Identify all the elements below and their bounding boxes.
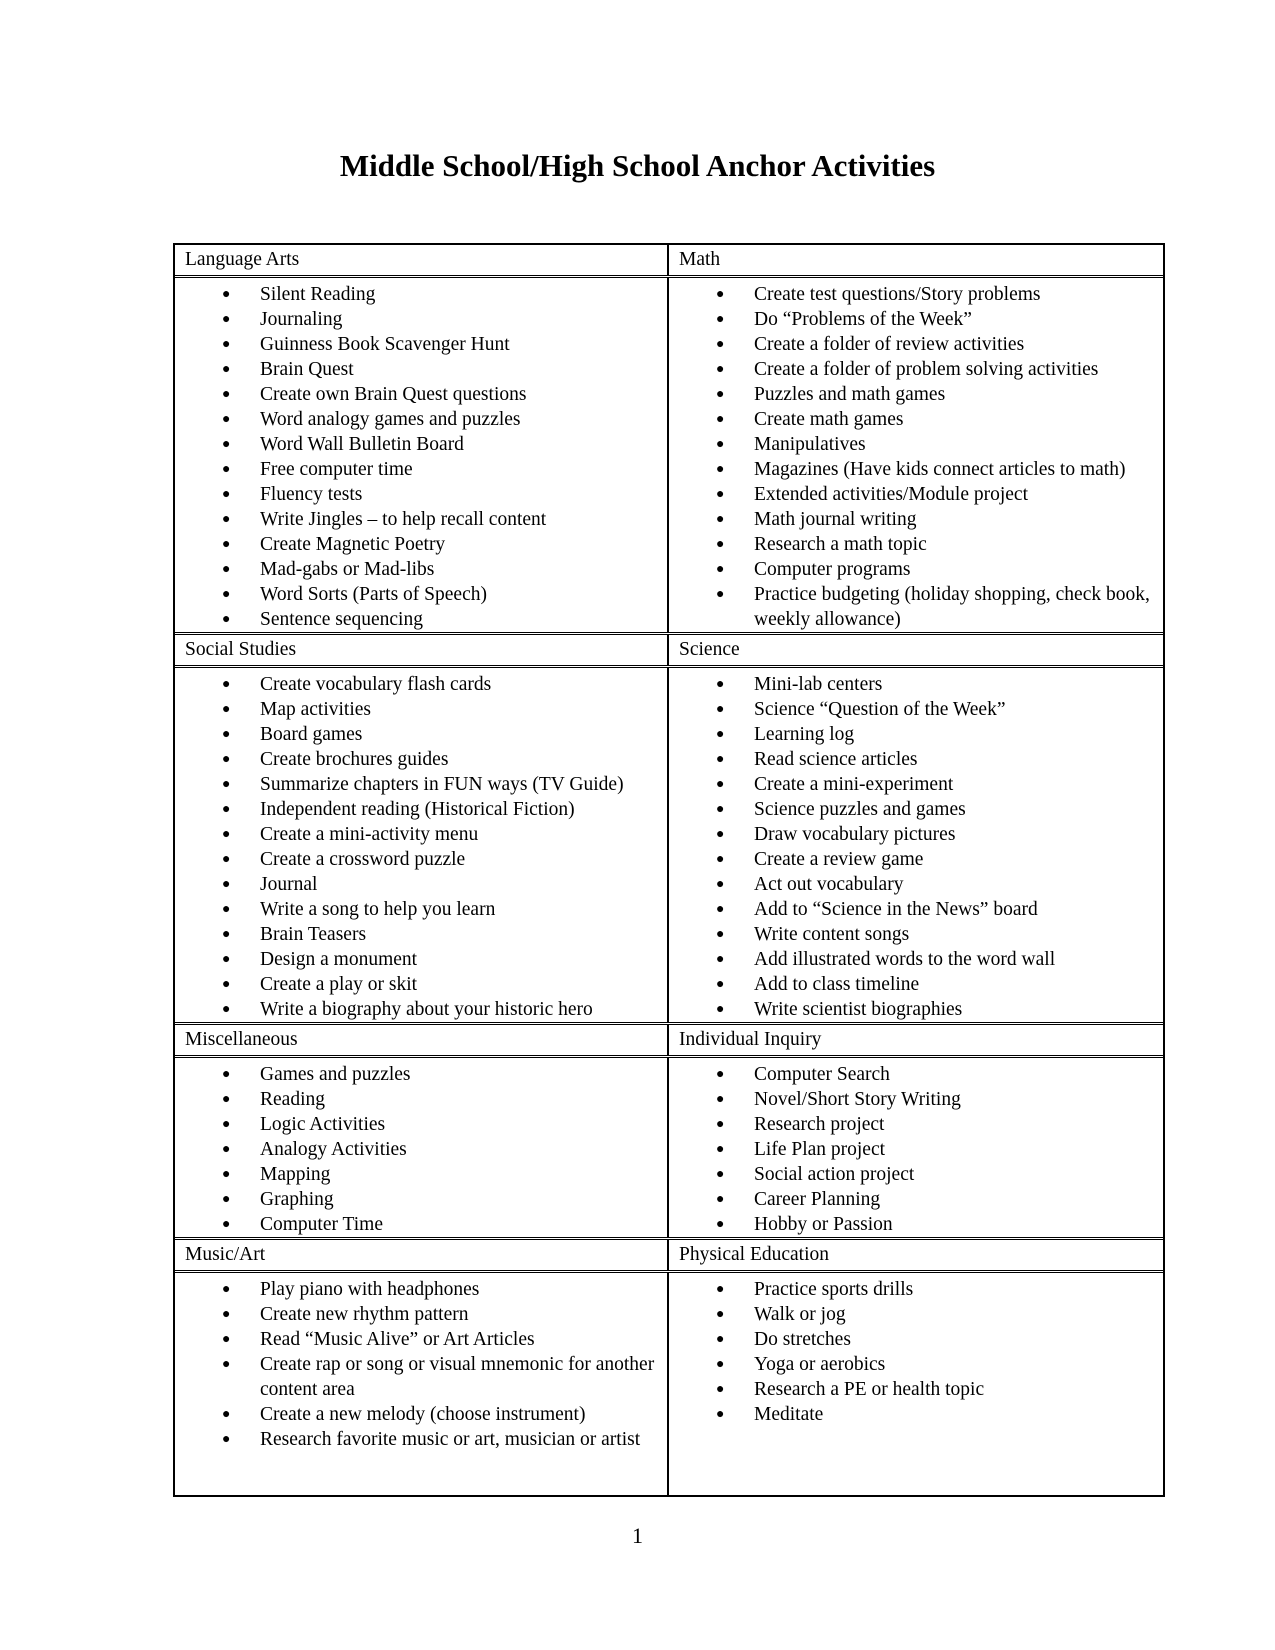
list-item-text: Practice budgeting (holiday shopping, check book, weekly allowance) [754, 584, 1150, 630]
bullet-icon: ● [716, 1192, 725, 1207]
list-item [669, 432, 1153, 457]
list-item [175, 457, 657, 482]
list-item [669, 582, 1153, 632]
list-item [669, 307, 1153, 332]
list-item [669, 1302, 1153, 1327]
bullet-icon: ● [222, 777, 231, 792]
list-item [669, 1402, 1153, 1427]
bullet-icon: ● [222, 677, 231, 692]
activity-list [669, 672, 1153, 1022]
list-item-text: Create rap or song or visual mnemonic for another content area [260, 1354, 655, 1400]
list-item [175, 722, 657, 747]
bullet-icon: ● [716, 1357, 725, 1372]
section-list-science [669, 668, 1163, 1022]
list-item [175, 332, 657, 357]
list-item-text: Act out vocabulary [754, 874, 904, 895]
list-item-text: Computer Search [754, 1064, 890, 1085]
list-item-text: Create a mini-activity menu [260, 824, 479, 845]
bullet-icon: ● [716, 537, 725, 552]
list-item [175, 532, 657, 557]
list-item [669, 1352, 1153, 1377]
list-item-text: Brain Teasers [260, 924, 367, 945]
bullet-icon: ● [222, 827, 231, 842]
list-item [175, 357, 657, 382]
list-item-text: Social action project [754, 1164, 915, 1185]
bullet-icon: ● [716, 1332, 725, 1347]
list-item [175, 482, 657, 507]
list-item [669, 1137, 1153, 1162]
bullet-icon: ● [716, 512, 725, 527]
list-item-text: Journaling [260, 309, 343, 330]
list-item-text: Puzzles and math games [754, 384, 946, 405]
list-item [669, 797, 1153, 822]
list-item-text: Computer Time [260, 1214, 383, 1235]
bullet-icon: ● [716, 802, 725, 817]
list-item [175, 582, 657, 607]
list-item-text: Magazines (Have kids connect articles to math) [754, 459, 1126, 480]
bullet-icon: ● [222, 927, 231, 942]
bullet-icon: ● [716, 1407, 725, 1422]
list-item [175, 1212, 657, 1237]
bullet-icon: ● [716, 1117, 725, 1132]
list-item [669, 1187, 1153, 1212]
list-item [669, 482, 1153, 507]
bullet-icon: ● [716, 562, 725, 577]
list-item [669, 407, 1153, 432]
bullet-icon: ● [222, 1092, 231, 1107]
bullet-icon: ● [716, 677, 725, 692]
section-heading-science: Science [679, 639, 740, 660]
list-item-text: Learning log [754, 724, 855, 745]
list-item [669, 822, 1153, 847]
list-item-text: Word Wall Bulletin Board [260, 434, 464, 455]
bullet-icon: ● [222, 1407, 231, 1422]
list-item [669, 1212, 1153, 1237]
list-item [669, 332, 1153, 357]
list-item-text: Hobby or Passion [754, 1214, 893, 1235]
list-item [175, 407, 657, 432]
bullet-icon: ● [716, 1142, 725, 1157]
list-item-text: Walk or jog [754, 1304, 846, 1325]
list-item-text: Fluency tests [260, 484, 363, 505]
list-item [669, 1277, 1153, 1302]
list-item-text: Add to class timeline [754, 974, 920, 995]
list-item-text: Mapping [260, 1164, 331, 1185]
list-item [175, 1137, 657, 1162]
list-item [175, 747, 657, 772]
list-item [175, 1187, 657, 1212]
list-item [175, 1162, 657, 1187]
section-header-row [175, 245, 1163, 278]
list-item-text: Mini-lab centers [754, 674, 883, 695]
list-item [175, 1302, 657, 1327]
list-item [669, 872, 1153, 897]
bullet-icon: ● [222, 752, 231, 767]
bullet-icon: ● [222, 487, 231, 502]
bullet-icon: ● [222, 702, 231, 717]
list-item [175, 897, 657, 922]
bullet-icon: ● [716, 462, 725, 477]
list-item [669, 947, 1153, 972]
bullet-icon: ● [716, 1382, 725, 1397]
list-item-text: Computer programs [754, 559, 911, 580]
list-item [669, 557, 1153, 582]
bullet-icon: ● [716, 362, 725, 377]
list-item-text: Create a play or skit [260, 974, 418, 995]
bullet-icon: ● [716, 952, 725, 967]
list-item-text: Brain Quest [260, 359, 354, 380]
list-item [669, 382, 1153, 407]
list-item [669, 507, 1153, 532]
list-item-text: Create own Brain Quest questions [260, 384, 527, 405]
list-item-text: Create test questions/Story problems [754, 284, 1041, 305]
list-item [669, 972, 1153, 997]
bullet-icon: ● [716, 727, 725, 742]
list-item-text: Manipulatives [754, 434, 866, 455]
list-item [175, 872, 657, 897]
list-item [175, 382, 657, 407]
list-item-text: Independent reading (Historical Fiction) [260, 799, 575, 820]
bullet-icon: ● [222, 562, 231, 577]
list-item-text: Do “Problems of the Week” [754, 309, 972, 330]
list-item [175, 1277, 657, 1302]
bullet-icon: ● [222, 1307, 231, 1322]
section-body-row [175, 668, 1163, 1025]
list-item-text: Yoga or aerobics [754, 1354, 886, 1375]
list-item [175, 1427, 657, 1452]
section-heading-physical-education: Physical Education [679, 1244, 830, 1265]
section-heading-individual-inquiry: Individual Inquiry [679, 1029, 822, 1050]
list-item-text: Summarize chapters in FUN ways (TV Guide) [260, 774, 624, 795]
bullet-icon: ● [222, 902, 231, 917]
activity-list [175, 1062, 657, 1237]
list-item [175, 1402, 657, 1427]
list-item-text: Silent Reading [260, 284, 376, 305]
list-item-text: Extended activities/Module project [754, 484, 1028, 505]
bullet-icon: ● [222, 1067, 231, 1082]
bullet-icon: ● [716, 337, 725, 352]
list-item [175, 972, 657, 997]
bullet-icon: ● [716, 587, 725, 602]
list-item [669, 922, 1153, 947]
bullet-icon: ● [716, 312, 725, 327]
list-item-text: Research project [754, 1114, 885, 1135]
section-list-math [669, 278, 1163, 632]
bullet-icon: ● [716, 387, 725, 402]
list-item-text: Life Plan project [754, 1139, 886, 1160]
bullet-icon: ● [222, 537, 231, 552]
activity-list [669, 1062, 1153, 1237]
list-item-text: Reading [260, 1089, 325, 1110]
bullet-icon: ● [222, 802, 231, 817]
list-item [669, 457, 1153, 482]
bullet-icon: ● [716, 1217, 725, 1232]
bullet-icon: ● [222, 512, 231, 527]
bullet-icon: ● [716, 852, 725, 867]
list-item-text: Draw vocabulary pictures [754, 824, 956, 845]
list-item-text: Meditate [754, 1404, 824, 1425]
bullet-icon: ● [716, 902, 725, 917]
list-item [669, 897, 1153, 922]
list-item [175, 1327, 657, 1352]
list-item [175, 557, 657, 582]
list-item [669, 997, 1153, 1022]
list-item-text: Research a PE or health topic [754, 1379, 985, 1400]
list-item-text: Logic Activities [260, 1114, 386, 1135]
list-item-text: Create a folder of review activities [754, 334, 1025, 355]
list-item [175, 307, 657, 332]
bullet-icon: ● [716, 1002, 725, 1017]
bullet-icon: ● [716, 702, 725, 717]
list-item [669, 772, 1153, 797]
section-list-physical-education [669, 1273, 1163, 1495]
bullet-icon: ● [222, 1357, 231, 1372]
section-list-individual-inquiry [669, 1058, 1163, 1237]
activity-list [175, 1277, 657, 1452]
bullet-icon: ● [716, 777, 725, 792]
bullet-icon: ● [716, 437, 725, 452]
section-list-language-arts [175, 278, 669, 632]
list-item-text: Create vocabulary flash cards [260, 674, 492, 695]
list-item [175, 997, 657, 1022]
list-item [669, 1087, 1153, 1112]
list-item-text: Analogy Activities [260, 1139, 407, 1160]
bullet-icon: ● [222, 1217, 231, 1232]
list-item [669, 532, 1153, 557]
list-item [669, 722, 1153, 747]
list-item-text: Create a new melody (choose instrument) [260, 1404, 586, 1425]
list-item-text: Mad-gabs or Mad-libs [260, 559, 435, 580]
section-heading-social-studies: Social Studies [175, 635, 669, 665]
list-item [175, 922, 657, 947]
section-body-row [175, 278, 1163, 635]
activity-list [669, 1277, 1153, 1427]
list-item-text: Create a folder of problem solving activities [754, 359, 1099, 380]
list-item-text: Guinness Book Scavenger Hunt [260, 334, 510, 355]
bullet-icon: ● [222, 287, 231, 302]
section-body-row [175, 1273, 1163, 1495]
list-item [669, 672, 1153, 697]
list-item-text: Add to “Science in the News” board [754, 899, 1038, 920]
list-item-text: Word Sorts (Parts of Speech) [260, 584, 487, 605]
list-item-text: Map activities [260, 699, 372, 720]
bullet-icon: ● [222, 412, 231, 427]
list-item-text: Science puzzles and games [754, 799, 966, 820]
list-item-text: Create brochures guides [260, 749, 449, 770]
bullet-icon: ● [716, 1282, 725, 1297]
list-item-text: Sentence sequencing [260, 609, 423, 630]
page-number: 1 [632, 1523, 643, 1548]
bullet-icon: ● [222, 1432, 231, 1447]
activity-list [175, 672, 657, 1022]
list-item [669, 282, 1153, 307]
list-item-text: Create math games [754, 409, 904, 430]
section-list-social-studies [175, 668, 669, 1022]
section-body-row [175, 1058, 1163, 1240]
bullet-icon: ● [222, 612, 231, 627]
bullet-icon: ● [716, 877, 725, 892]
list-item-text: Board games [260, 724, 363, 745]
activity-list [669, 282, 1153, 632]
list-item [175, 822, 657, 847]
bullet-icon: ● [716, 287, 725, 302]
list-item-text: Graphing [260, 1189, 334, 1210]
list-item [175, 772, 657, 797]
bullet-icon: ● [716, 752, 725, 767]
bullet-icon: ● [716, 1092, 725, 1107]
bullet-icon: ● [222, 387, 231, 402]
list-item-text: Play piano with headphones [260, 1279, 480, 1300]
list-item [175, 672, 657, 697]
list-item [175, 1087, 657, 1112]
list-item-text: Write a biography about your historic hero [260, 999, 593, 1020]
list-item-text: Word analogy games and puzzles [260, 409, 521, 430]
bullet-icon: ● [222, 1332, 231, 1347]
list-item-text: Science “Question of the Week” [754, 699, 1006, 720]
bullet-icon: ● [716, 1067, 725, 1082]
bullet-icon: ● [222, 312, 231, 327]
list-item-text: Write content songs [754, 924, 910, 945]
list-item-text: Games and puzzles [260, 1064, 411, 1085]
list-item-text: Do stretches [754, 1329, 851, 1350]
list-item-text: Journal [260, 874, 318, 895]
list-item [175, 697, 657, 722]
bullet-icon: ● [222, 587, 231, 602]
list-item-text: Write Jingles – to help recall content [260, 509, 547, 530]
list-item-text: Free computer time [260, 459, 413, 480]
bullet-icon: ● [222, 337, 231, 352]
bullet-icon: ● [716, 827, 725, 842]
list-item-text: Read “Music Alive” or Art Articles [260, 1329, 535, 1350]
bullet-icon: ● [222, 362, 231, 377]
list-item [669, 1112, 1153, 1137]
list-item [175, 507, 657, 532]
bullet-icon: ● [222, 977, 231, 992]
list-item-text: Research favorite music or art, musician or artist [260, 1429, 641, 1450]
bullet-icon: ● [222, 1117, 231, 1132]
list-item [669, 1327, 1153, 1352]
bullet-icon: ● [716, 487, 725, 502]
list-item [175, 847, 657, 872]
section-heading-music-art: Music/Art [175, 1240, 669, 1270]
list-item [669, 697, 1153, 722]
list-item-text: Create Magnetic Poetry [260, 534, 446, 555]
page-title: Middle School/High School Anchor Activities [339, 148, 936, 183]
bullet-icon: ● [716, 412, 725, 427]
bullet-icon: ● [222, 1192, 231, 1207]
list-item-text: Create a review game [754, 849, 924, 870]
section-heading-language-arts: Language Arts [175, 245, 669, 275]
bullet-icon: ● [222, 852, 231, 867]
bullet-icon: ● [716, 1307, 725, 1322]
bullet-icon: ● [222, 1167, 231, 1182]
list-item [669, 1162, 1153, 1187]
list-item-text: Add illustrated words to the word wall [754, 949, 1056, 970]
list-item-text: Career Planning [754, 1189, 881, 1210]
list-item [175, 947, 657, 972]
section-header-row [175, 1240, 1163, 1273]
list-item-text: Create a mini-experiment [754, 774, 954, 795]
bullet-icon: ● [716, 927, 725, 942]
section-header-row [175, 1025, 1163, 1058]
list-item-text: Create a crossword puzzle [260, 849, 466, 870]
list-item-text: Practice sports drills [754, 1279, 914, 1300]
list-item-text: Create new rhythm pattern [260, 1304, 469, 1325]
list-item [175, 282, 657, 307]
bullet-icon: ● [222, 952, 231, 967]
activity-list [175, 282, 657, 632]
bullet-icon: ● [222, 727, 231, 742]
bullet-icon: ● [716, 1167, 725, 1182]
list-item-text: Research a math topic [754, 534, 927, 555]
activities-table [173, 243, 1165, 1497]
list-item-text: Read science articles [754, 749, 918, 770]
list-item [175, 1112, 657, 1137]
section-heading-math: Math [679, 249, 721, 270]
list-item-text: Write a song to help you learn [260, 899, 496, 920]
section-header-row [175, 635, 1163, 668]
list-item [669, 1377, 1153, 1402]
list-item [669, 747, 1153, 772]
list-item-text: Math journal writing [754, 509, 917, 530]
section-list-miscellaneous [175, 1058, 669, 1237]
list-item-text: Design a monument [260, 949, 418, 970]
section-heading-miscellaneous: Miscellaneous [175, 1025, 669, 1055]
bullet-icon: ● [222, 1002, 231, 1017]
list-item [175, 607, 657, 632]
list-item [175, 797, 657, 822]
bullet-icon: ● [222, 1282, 231, 1297]
list-item [175, 432, 657, 457]
list-item [669, 1062, 1153, 1087]
bullet-icon: ● [222, 462, 231, 477]
list-item-text: Novel/Short Story Writing [754, 1089, 961, 1110]
bullet-icon: ● [222, 877, 231, 892]
section-list-music-art [175, 1273, 669, 1495]
list-item [669, 847, 1153, 872]
list-item-text: Write scientist biographies [754, 999, 963, 1020]
list-item [669, 357, 1153, 382]
bullet-icon: ● [716, 977, 725, 992]
list-item [175, 1062, 657, 1087]
list-item [175, 1352, 657, 1402]
bullet-icon: ● [222, 437, 231, 452]
bullet-icon: ● [222, 1142, 231, 1157]
